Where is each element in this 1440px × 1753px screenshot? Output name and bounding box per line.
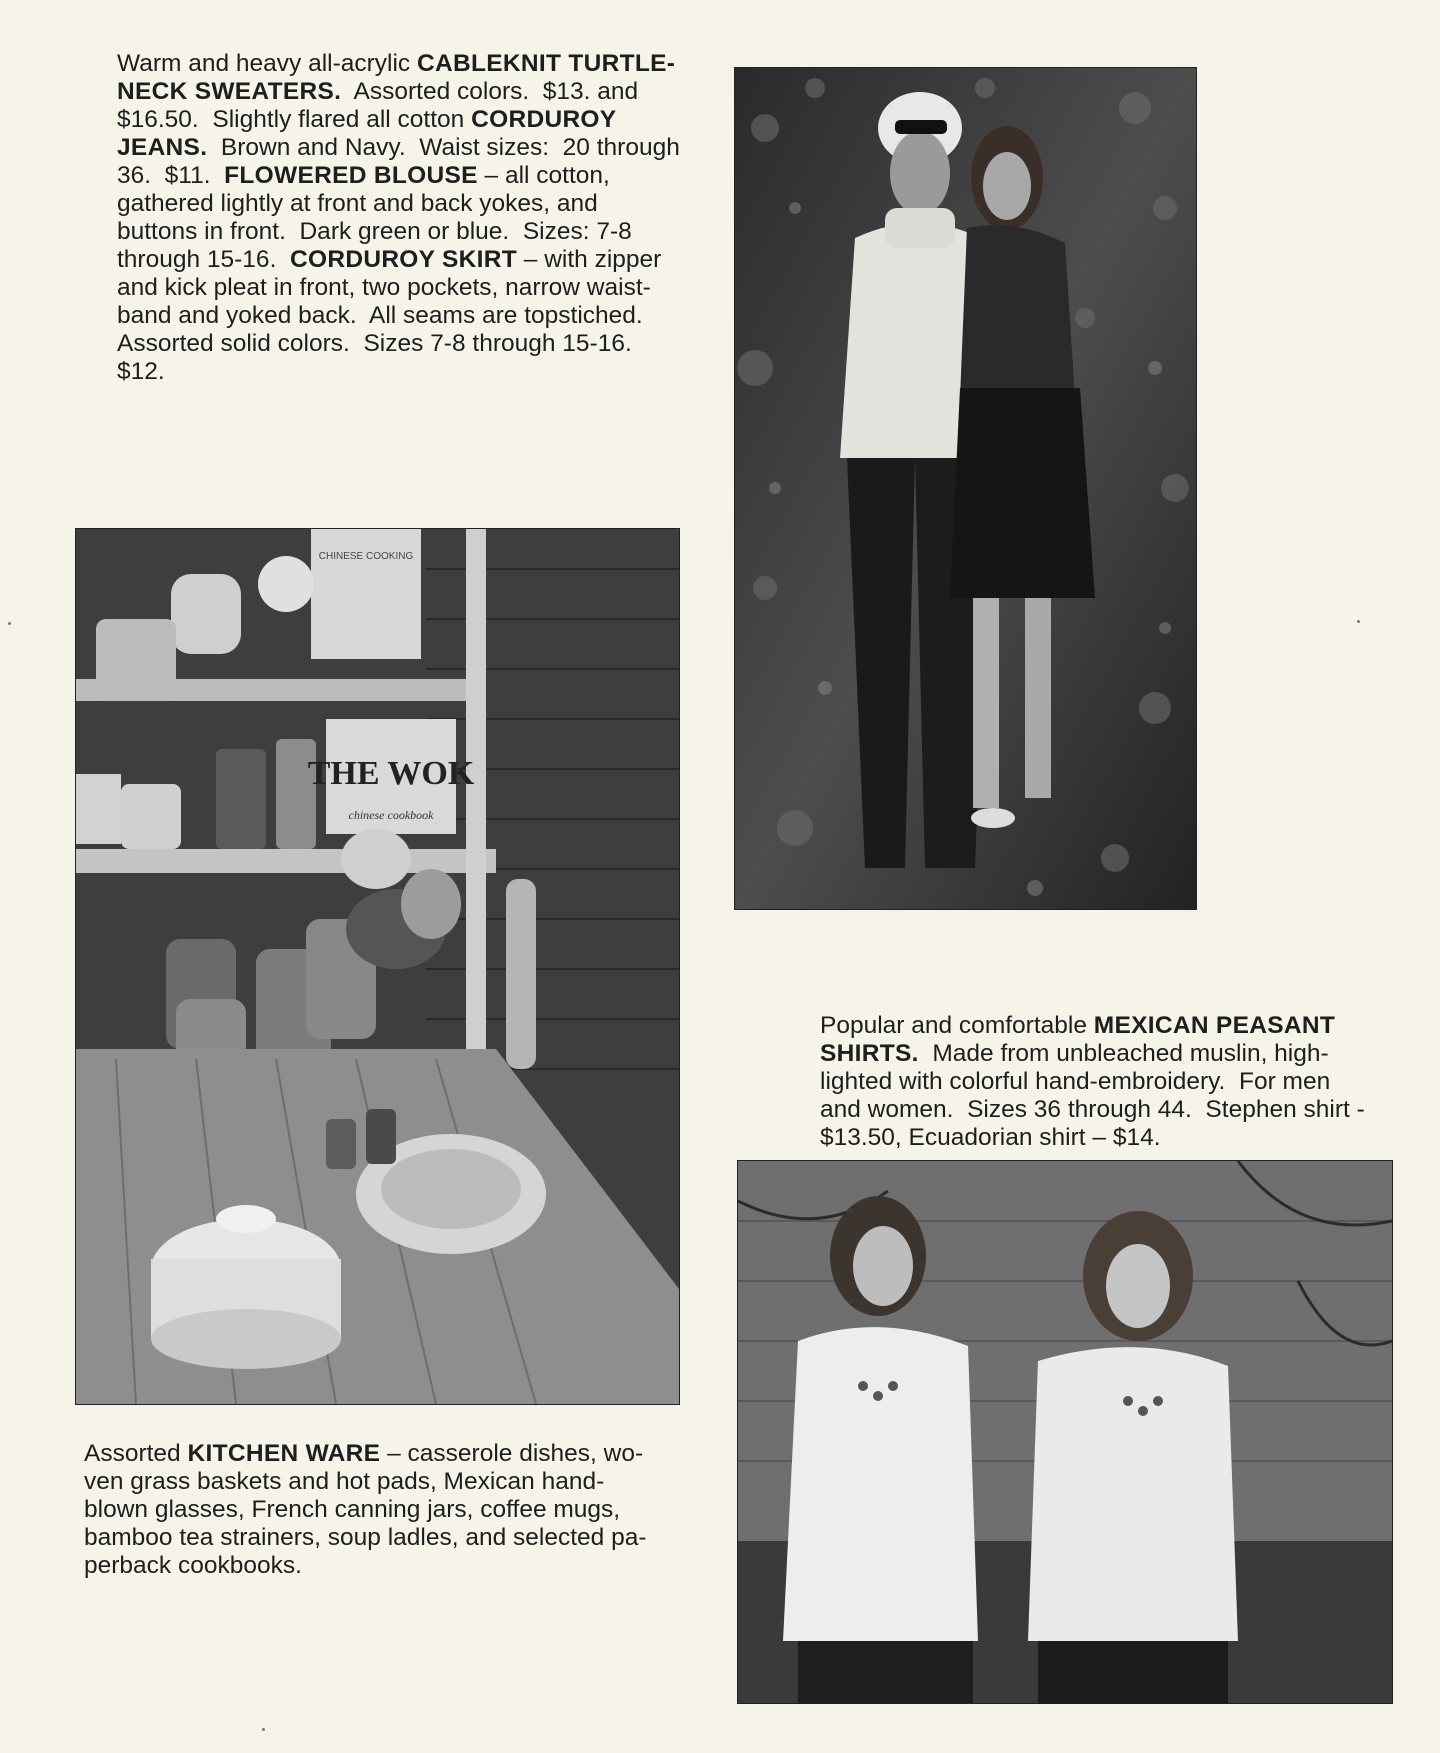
wok-book-title: THE WOK [307, 755, 475, 792]
wok-book-subtitle: chinese cookbook [348, 808, 434, 822]
text-line [117, 190, 717, 218]
text-run: bamboo tea strainers, soup ladles, and selected pa- [84, 1524, 647, 1551]
paper-speck [262, 1728, 265, 1731]
bold-product-name: SHIRTS. [820, 1040, 919, 1067]
text-run: 36. $11. [117, 162, 225, 189]
text-run: – casserole dishes, wo- [380, 1440, 644, 1467]
text-run: through 15-16. [117, 246, 290, 273]
text-line [117, 330, 717, 358]
text-run: Popular and comfortable [820, 1012, 1094, 1039]
text-run: perback cookbooks. [84, 1552, 302, 1579]
text-run: Brown and Navy. Waist sizes: 20 through [207, 134, 680, 161]
bold-product-name: KITCHEN WARE [187, 1440, 381, 1467]
bold-product-name: JEANS. [117, 134, 208, 161]
text-run: lighted with colorful hand-embroidery. For men [820, 1068, 1331, 1095]
text-run: buttons in front. Dark green or blue. Sizes: 7-8 [117, 218, 632, 245]
text-run: gathered lightly at front and back yokes, and [117, 190, 598, 217]
paper-speck [1357, 620, 1360, 623]
sweaters-description [117, 50, 717, 386]
text-run: Assorted [84, 1440, 188, 1467]
text-run: Assorted colors. $13. and [341, 78, 639, 105]
paper-speck [8, 622, 11, 625]
text-run: $12. [117, 358, 165, 385]
text-run: Warm and heavy all-acrylic [117, 50, 417, 77]
text-line [84, 1440, 674, 1468]
peasant-shirts-description [820, 1012, 1390, 1152]
text-line [820, 1012, 1390, 1040]
text-line [117, 246, 717, 274]
text-run: – with zipper [516, 246, 662, 273]
text-line [820, 1124, 1390, 1152]
text-run: $16.50. Slightly flared all cotton [117, 106, 472, 133]
text-run: and women. Sizes 36 through 44. Stephen shirt - [820, 1096, 1365, 1123]
text-line [84, 1468, 674, 1496]
bold-product-name: MEXICAN PEASANT [1093, 1012, 1336, 1039]
bold-product-name: CABLEKNIT TURTLE- [416, 50, 676, 77]
text-run: Made from unbleached muslin, high- [918, 1040, 1329, 1067]
text-run: and kick pleat in front, two pockets, narrow waist- [117, 274, 651, 301]
text-line [117, 134, 717, 162]
text-run: blown glasses, French canning jars, coffee mugs, [84, 1496, 621, 1523]
top-book-title: CHINESE COOKING [318, 551, 414, 562]
text-run: – all cotton, [477, 162, 610, 189]
text-line [117, 162, 717, 190]
text-line [117, 50, 717, 78]
text-run: ven grass baskets and hot pads, Mexican hand- [84, 1468, 605, 1495]
text-run: band and yoked back. All seams are topstiched. [117, 302, 643, 329]
text-line [820, 1096, 1390, 1124]
bold-product-name: CORDUROY [471, 106, 617, 133]
text-line [84, 1552, 674, 1580]
text-run: Assorted solid colors. Sizes 7-8 through 15-16. [117, 330, 632, 357]
text-line [117, 274, 717, 302]
bold-product-name: CORDUROY SKIRT [289, 246, 517, 273]
bold-product-name: NECK SWEATERS. [117, 78, 342, 105]
kitchenware-photo [75, 528, 680, 1405]
text-line [117, 358, 717, 386]
text-line [84, 1524, 674, 1552]
kitchenware-description [84, 1440, 674, 1580]
text-line [820, 1040, 1390, 1068]
bold-product-name: FLOWERED BLOUSE [224, 162, 478, 189]
text-line [117, 218, 717, 246]
text-line [117, 106, 717, 134]
couple-turtleneck-photo [734, 67, 1197, 910]
text-run: $13.50, Ecuadorian shirt – $14. [820, 1124, 1161, 1151]
text-line [820, 1068, 1390, 1096]
text-line [117, 302, 717, 330]
peasant-shirts-photo [737, 1160, 1393, 1704]
text-line [117, 78, 717, 106]
text-line [84, 1496, 674, 1524]
